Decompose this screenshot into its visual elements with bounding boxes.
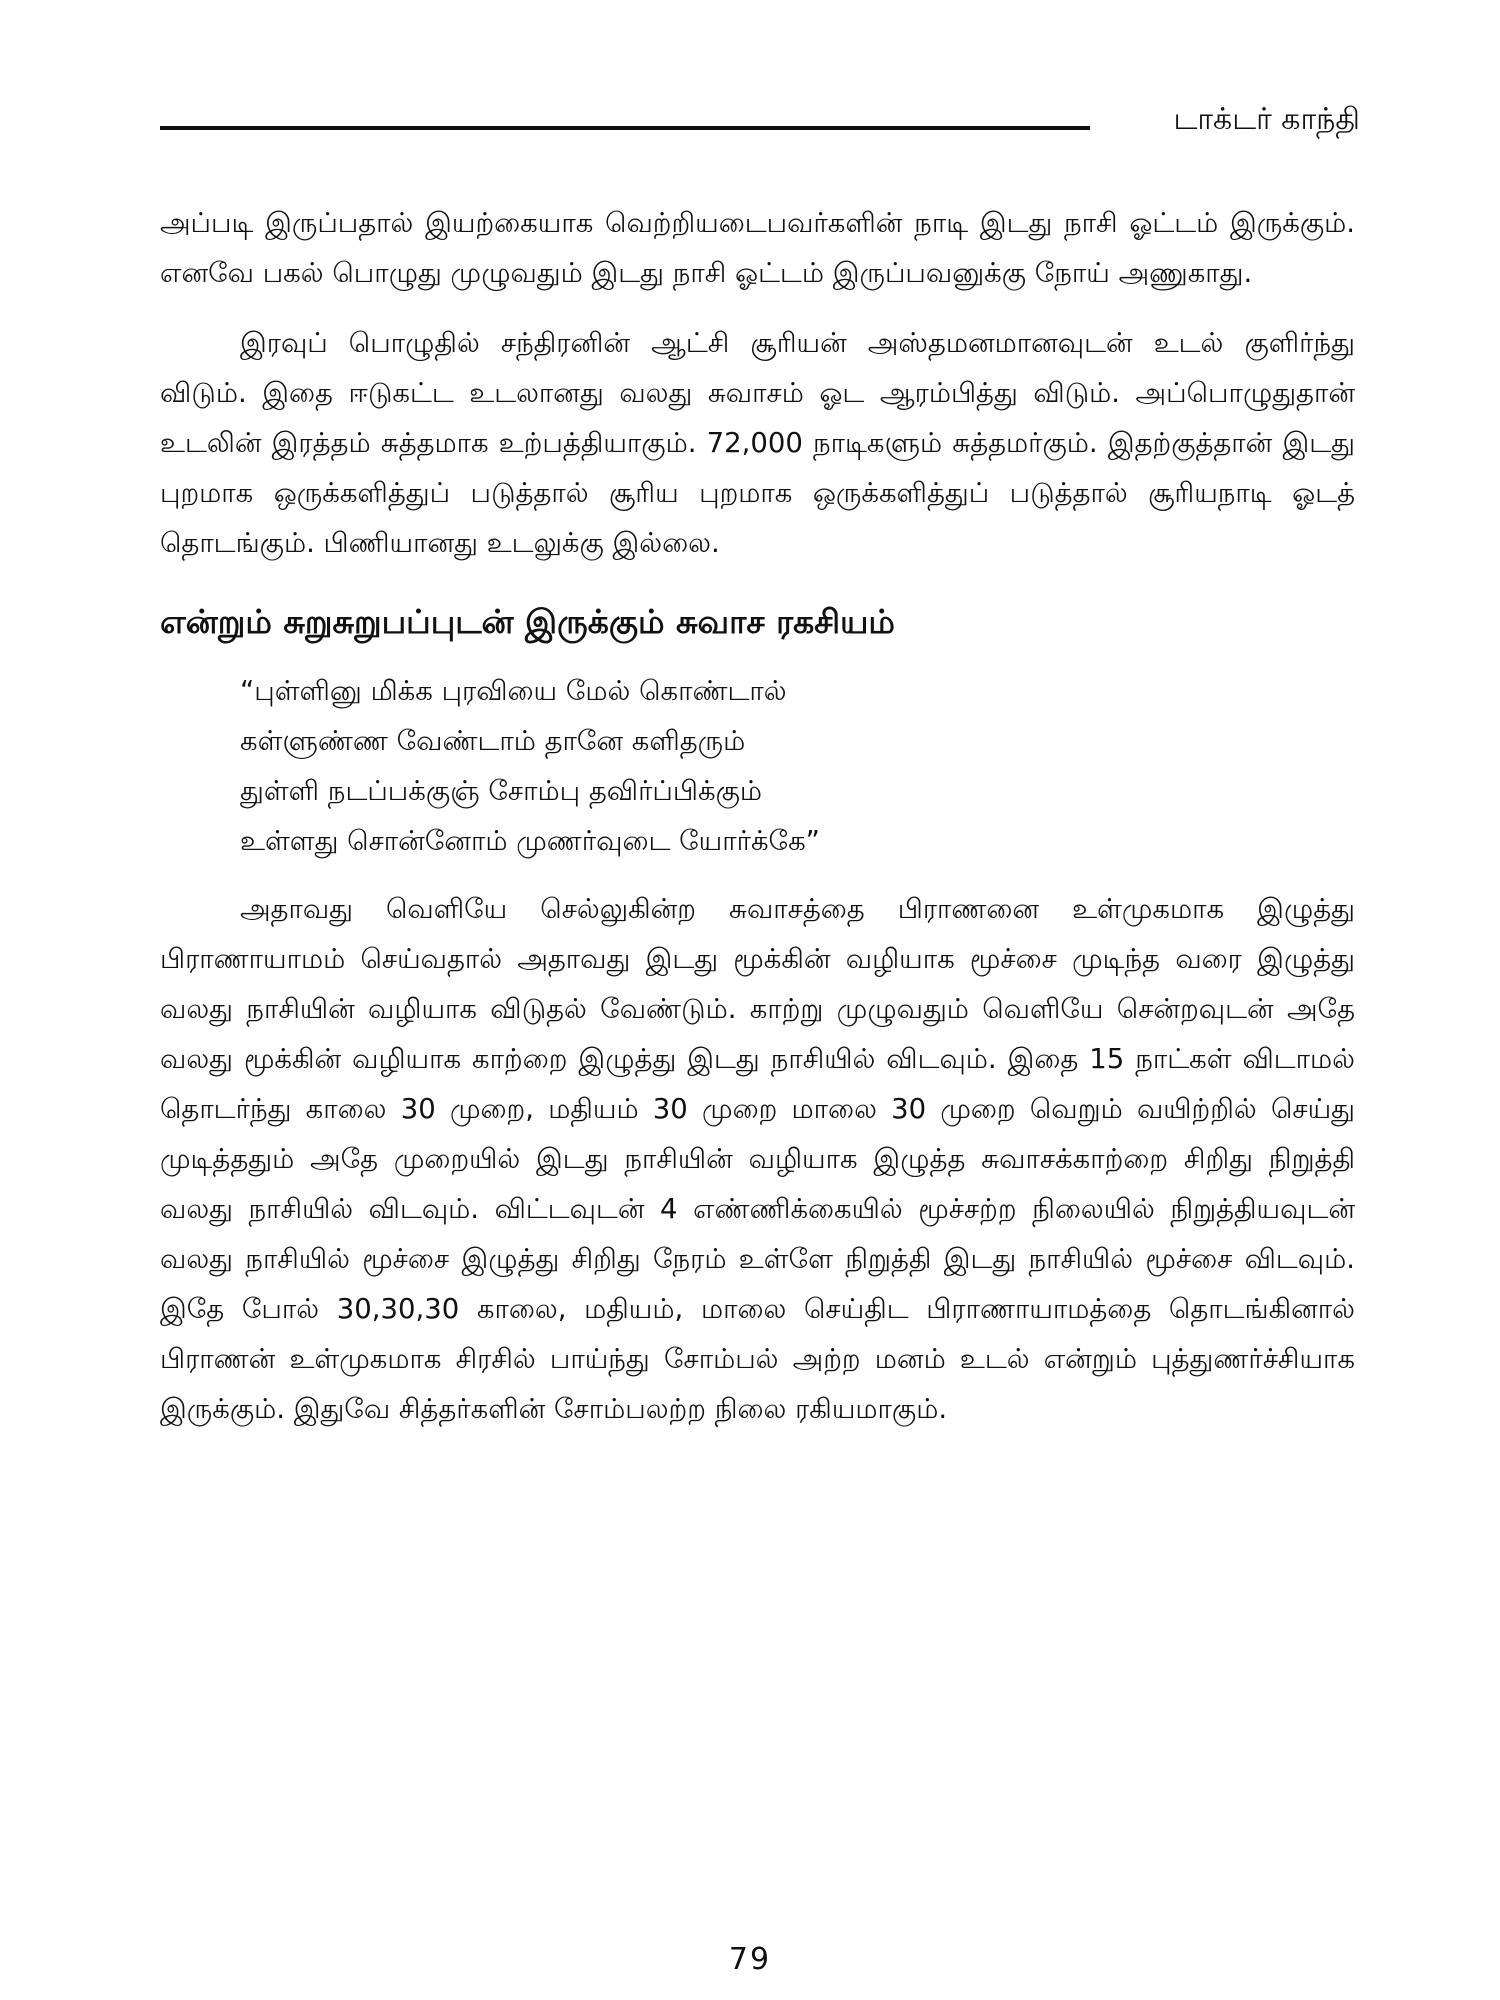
verse-line: உள்ளது சொன்னோம் முணர்வுடை யோர்க்கே” bbox=[240, 825, 820, 857]
verse-block bbox=[240, 666, 1355, 866]
paragraph-1: அப்படி இருப்பதால் இயற்கையாக வெற்றியடைபவர்களின் நாடி இடது நாசி ஓட்டம் இருக்கும். எனவே பகல் பொழுது முழுவதும் இடது நாசி ஓட்டம் இருப்பவனுக்கு நோய் அணுகாது. bbox=[160, 207, 1355, 289]
verse-line: “புள்ளினு மிக்க புரவியை மேல் கொண்டால் bbox=[240, 675, 787, 707]
body-text bbox=[160, 198, 1355, 1454]
verse-line: துள்ளி நடப்பக்குஞ் சோம்பு தவிர்ப்பிக்கும் bbox=[240, 775, 762, 807]
verse-line: கள்ளுண்ண வேண்டாம் தானே களிதரும் bbox=[240, 725, 746, 757]
header-rule bbox=[160, 126, 1090, 130]
paragraph-2: இரவுப் பொழுதில் சந்திரனின் ஆட்சி சூரியன் அஸ்தமனமானவுடன் உடல் குளிர்ந்து விடும். இதை ஈடுகட்ட உடலானது வலது சுவாசம் ஓட ஆரம்பித்து விடும். அப்பொழுதுதான் உடலின் இரத்தம் சுத்தமாக உற்பத்தியாகும். 72,000 நாடிகளும் சுத்தமர்கும். இதற்குத்தான் இடது புறமாக ஒருக்களித்துப் படுத்தால் சூரிய புறமாக ஒருக்களித்துப் படுத்தால் சூரியநாடி ஓடத் தொடங்கும். பிணியானது உடலுக்கு இல்லை. bbox=[160, 327, 1355, 559]
paragraph-3: அதாவது வெளியே செல்லுகின்ற சுவாசத்தை பிராணனை உள்முகமாக இழுத்து பிராணாயாமம் செய்வதால் அதாவது இடது மூக்கின் வழியாக மூச்சை முடிந்த வரை இழுத்து வலது நாசியின் வழியாக விடுதல் வேண்டும். காற்று முழுவதும் வெளியே சென்றவுடன் அதே வலது மூக்கின் வழியாக காற்றை இழுத்து இடது நாசியில் விடவும். இதை 15 நாட்கள் விடாமல் தொடர்ந்து காலை 30 முறை, மதியம் 30 முறை மாலை 30 முறை வெறும் வயிற்றில் செய்து முடித்ததும் அதே முறையில் இடது நாசியின் வழியாக இழுத்த சுவாசக்காற்றை சிறிது நிறுத்தி வலது நாசியில் விடவும். விட்டவுடன் 4 எண்ணிக்கையில் மூச்சற்ற நிலையில் நிறுத்தியவுடன் வலது நாசியில் மூச்சை இழுத்து சிறிது நேரம் உள்ளே நிறுத்தி இடது நாசியில் மூச்சை விடவும். இதே போல் 30,30,30 காலை, மதியம், மாலை செய்திட பிராணாயாமத்தை தொடங்கினால் பிராணன் உள்முகமாக சிரசில் பாய்ந்து சோம்பல் அற்ற மனம் உடல் என்றும் புத்துணர்ச்சியாக இருக்கும். இதுவே சித்தர்களின் சோம்பலற்ற நிலை ரகியமாகும். bbox=[160, 893, 1355, 1425]
running-header bbox=[160, 100, 1360, 140]
section-heading: என்றும் சுறுசுறுபப்புடன் இருக்கும் சுவாச ரகசியம் bbox=[160, 602, 895, 641]
running-title: டாக்டர் காந்தி bbox=[1173, 102, 1360, 137]
page-number: 79 bbox=[728, 1942, 772, 1977]
